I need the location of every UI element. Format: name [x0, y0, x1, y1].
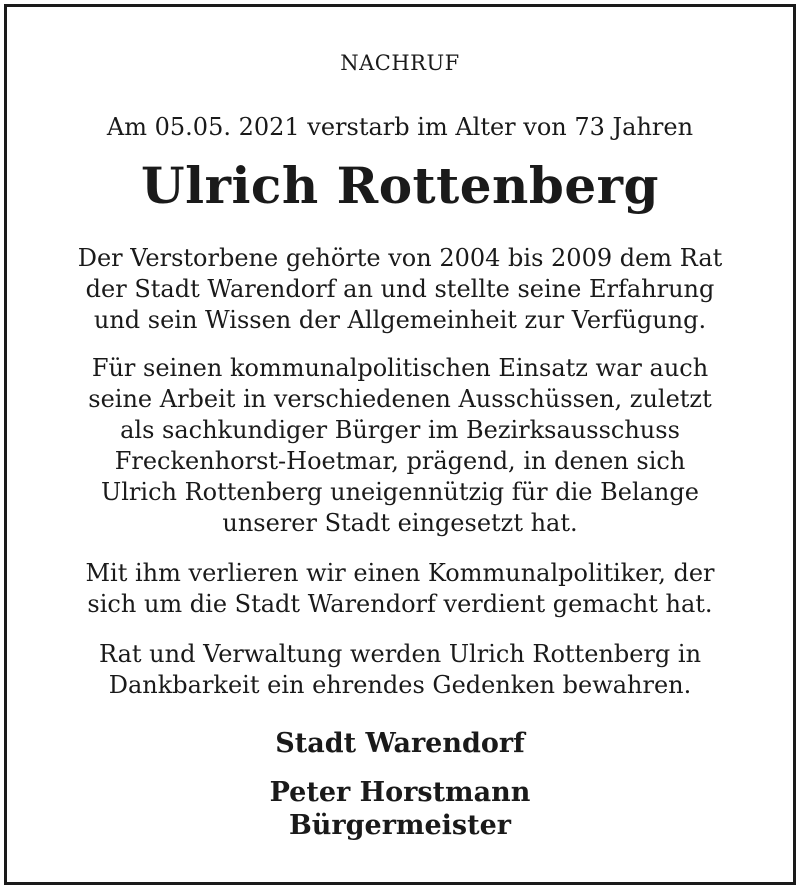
paragraph-line: Der Verstorbene gehörte von 2004 bis 2009 dem Rat — [77, 244, 723, 272]
paragraph-line: sich um die Stadt Warendorf verdient gemacht hat. — [87, 590, 713, 618]
signature-block — [7, 776, 793, 842]
death-date-line: Am 05.05. 2021 verstarb im Alter von 73 Jahren — [106, 113, 694, 141]
obituary-heading: NACHRUF — [340, 51, 460, 75]
paragraph-line: seine Arbeit in verschiedenen Ausschüssen, zuletzt — [88, 385, 712, 413]
paragraph-line: Für seinen kommunalpolitischen Einsatz war auch — [91, 354, 709, 382]
paragraph-line: Ulrich Rottenberg uneigennützig für die Belange — [101, 478, 699, 506]
signer-name: Peter Horstmann — [269, 777, 531, 808]
paragraph-line: und sein Wissen der Allgemeinheit zur Verfügung. — [93, 306, 707, 334]
paragraph-committee-work — [47, 353, 753, 539]
paragraph-line: der Stadt Warendorf an und stellte seine Erfahrung — [85, 275, 715, 303]
obituary-content — [7, 7, 793, 882]
signer-title: Bürgermeister — [288, 810, 512, 841]
paragraph-loss — [47, 558, 753, 620]
paragraph-council-service — [47, 243, 753, 336]
paragraph-line: unserer Stadt eingesetzt hat. — [222, 509, 578, 537]
paragraph-line: als sachkundiger Bürger im Bezirksausschuss — [120, 416, 680, 444]
deceased-name: Ulrich Rottenberg — [141, 156, 659, 215]
paragraph-line: Freckenhorst-Hoetmar, prägend, in denen sich — [114, 447, 686, 475]
obituary-frame — [4, 4, 796, 885]
paragraph-line: Dankbarkeit ein ehrendes Gedenken bewahren. — [108, 671, 692, 699]
paragraph-remembrance — [47, 639, 753, 701]
paragraph-line: Rat und Verwaltung werden Ulrich Rottenberg in — [98, 640, 702, 668]
paragraph-line: Mit ihm verlieren wir einen Kommunalpolitiker, der — [85, 559, 715, 587]
organization-name: Stadt Warendorf — [275, 728, 525, 759]
